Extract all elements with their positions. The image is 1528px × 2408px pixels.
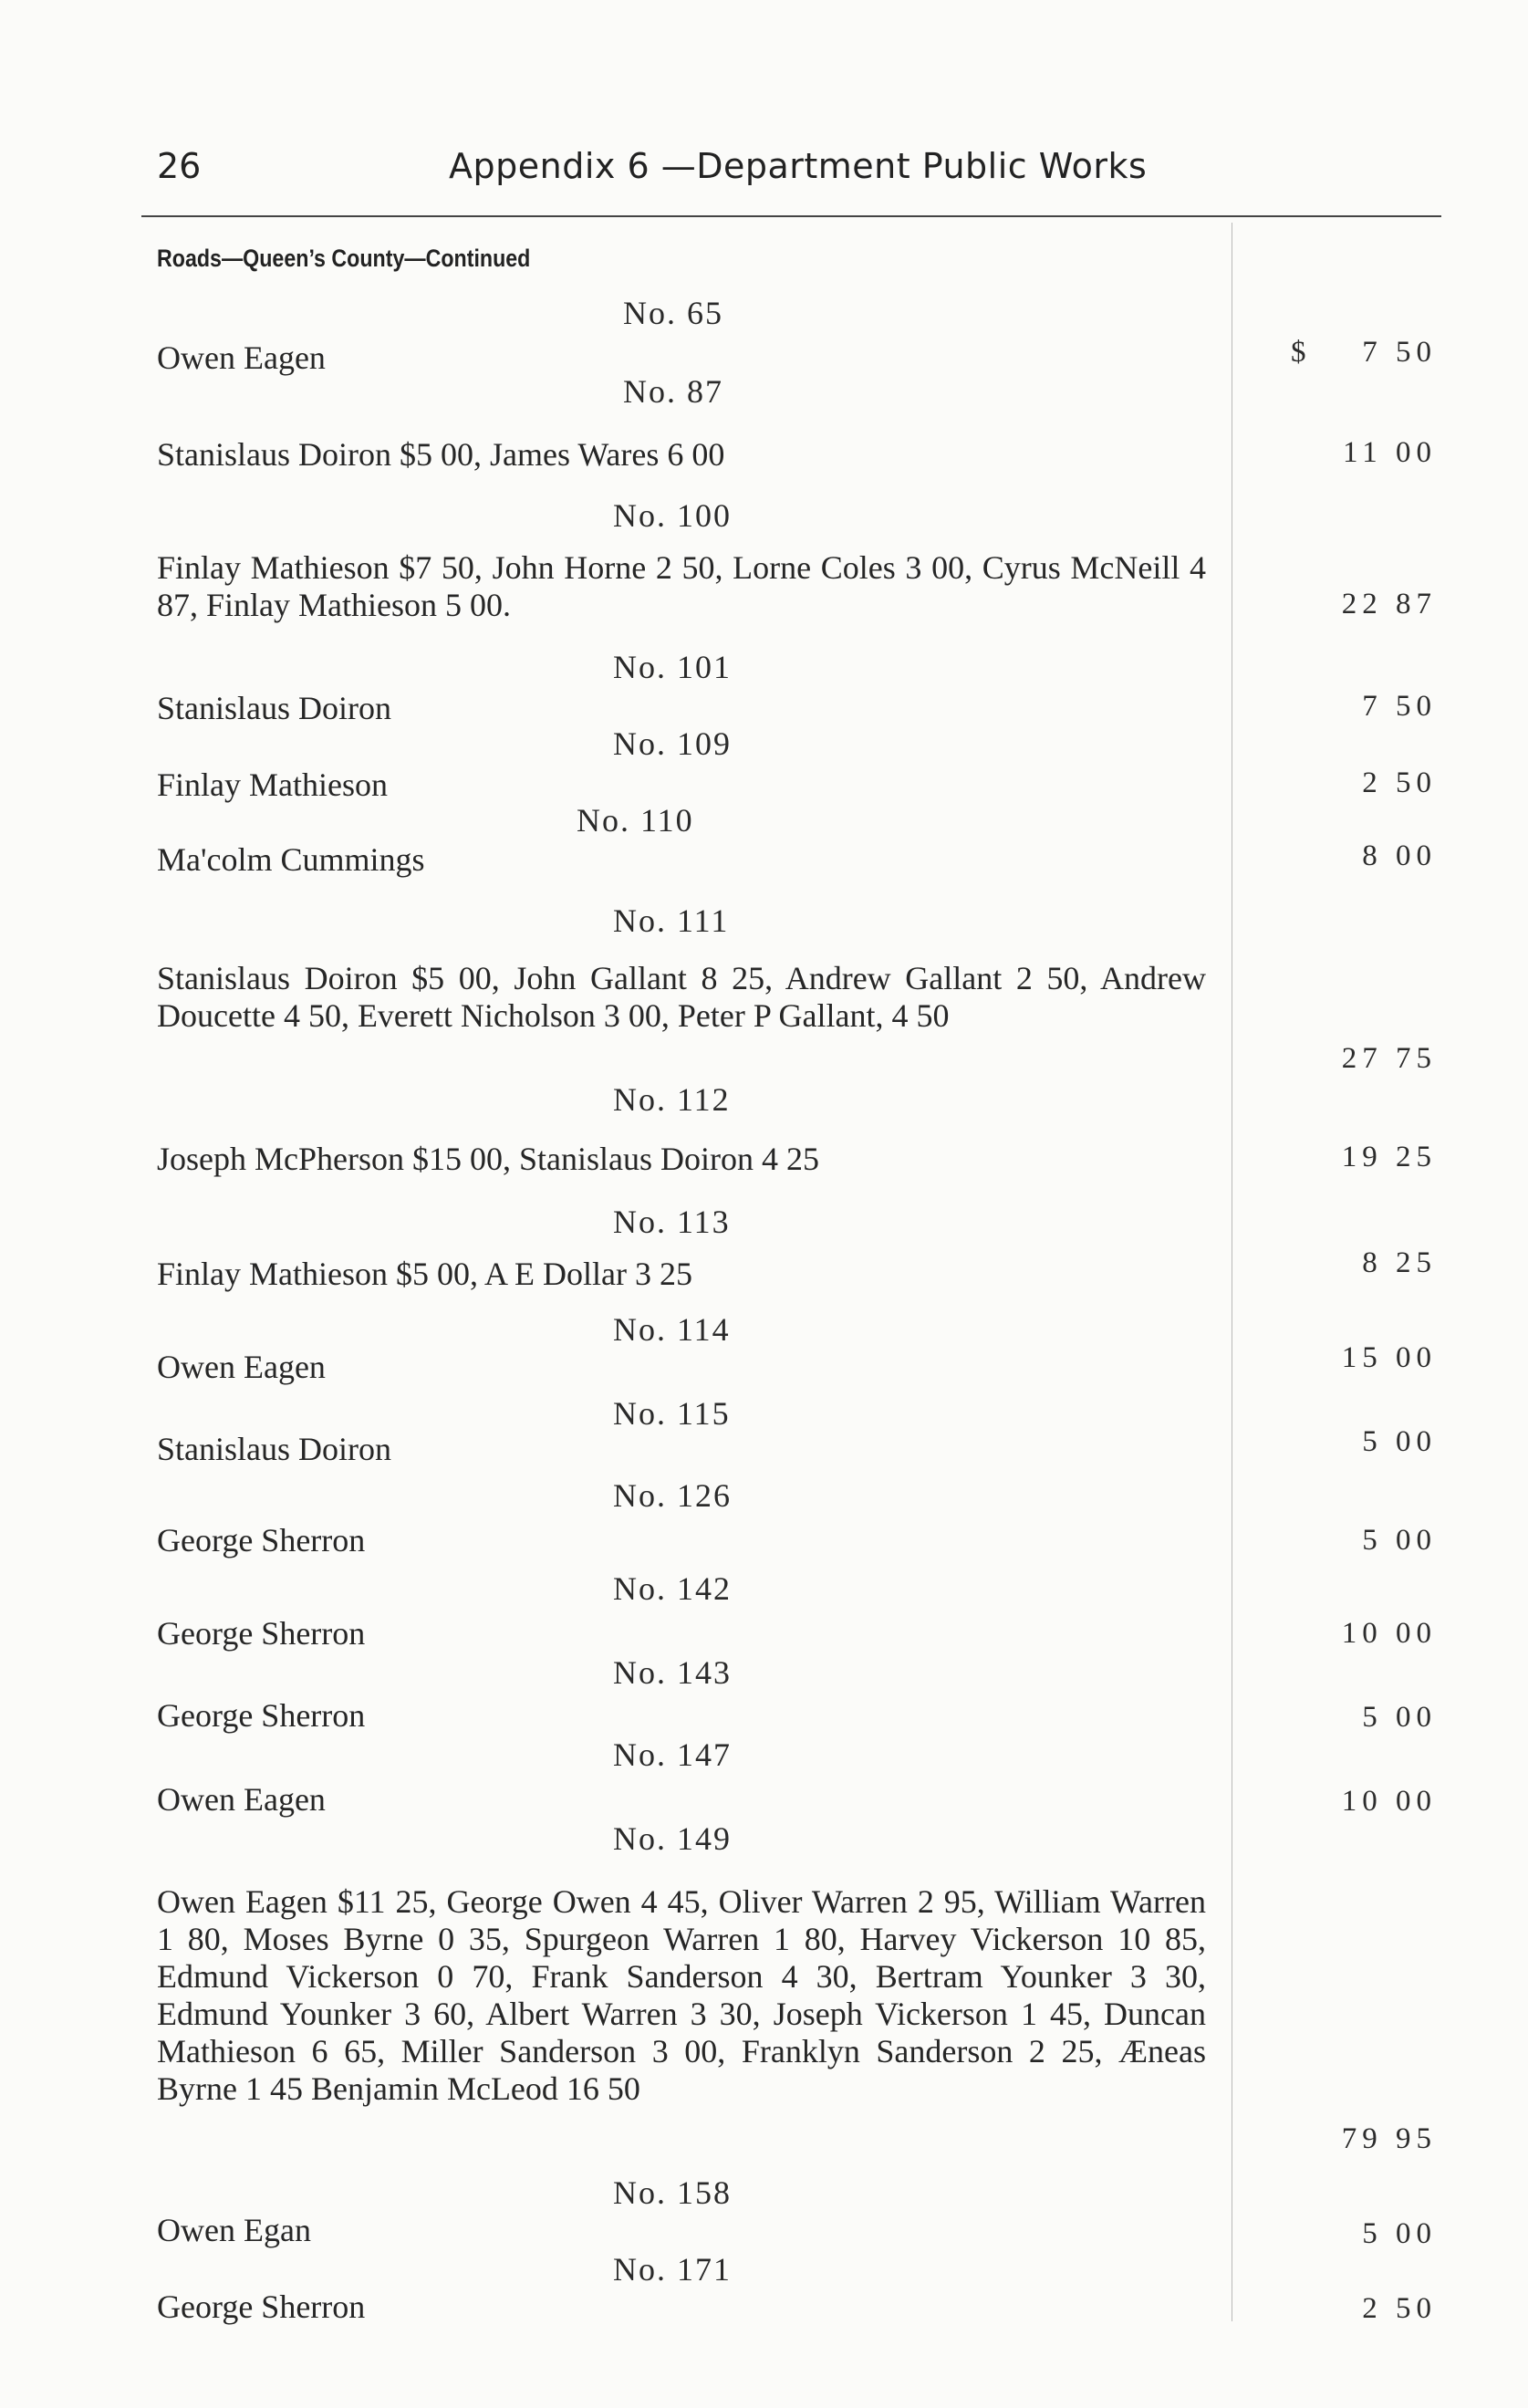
entry-amount: 10 00 xyxy=(1341,1785,1437,1818)
entry-text: Owen Eagen xyxy=(157,339,326,376)
entry-number: No. 111 xyxy=(613,902,730,939)
entry-text: Owen Eagen $11 25, George Owen 4 45, Oliver Warren 2 95, William Warren 1 80, Moses Byrne 0 35, Spurgeon Warren 1 80, Harvey Vickerson 10 85, Edmund Vickerson 0 70, Frank Sanderson 4 30, Bertram Younker 3 30, Edmund Younker 3 60, Albert Warren 3 30, Joseph Vickerson 1 45, Duncan Mathieson 6 65, Miller Sanderson 3 00, Franklyn Sanderson 2 25, Æneas Byrne 1 45 Benjamin McLeod 16 50 xyxy=(157,1883,1206,2107)
entry-number: No. 101 xyxy=(613,649,732,685)
entry-text: Finlay Mathieson $5 00, A E Dollar 3 25 xyxy=(157,1256,692,1292)
entry-text: Finlay Mathieson $7 50, John Horne 2 50, Lorne Coles 3 00, Cyrus McNeill 4 87, Finlay Mathieson 5 00. xyxy=(157,549,1206,623)
entry-number: No. 65 xyxy=(623,295,723,331)
entry-text: George Sherron xyxy=(157,2288,366,2325)
entry-amount: 8 00 xyxy=(1362,839,1437,872)
entry-number: No. 109 xyxy=(613,725,732,762)
entry-text: Stanislaus Doiron xyxy=(157,1431,391,1467)
entry-amount: 7 50 xyxy=(1362,690,1437,723)
entry-number: No. 87 xyxy=(623,373,723,410)
entry-text: George Sherron xyxy=(157,1615,366,1652)
entry-number: No. 143 xyxy=(613,1654,732,1691)
entry-amount: 27 75 xyxy=(1341,1042,1437,1075)
entry-text: Owen Egan xyxy=(157,2212,311,2248)
entry-amount: 5 00 xyxy=(1362,1524,1437,1557)
entry-amount: 10 00 xyxy=(1341,1617,1437,1650)
entry-text: Owen Eagen xyxy=(157,1781,326,1818)
entry-amount: 8 25 xyxy=(1362,1246,1437,1279)
entry-amount: 2 50 xyxy=(1362,766,1437,799)
entry-amount: 79 95 xyxy=(1341,2122,1437,2155)
entry-number: No. 142 xyxy=(613,1570,732,1607)
entry-amount: 22 87 xyxy=(1341,588,1437,620)
entry-amount: 15 00 xyxy=(1341,1341,1437,1374)
entry-number: No. 115 xyxy=(613,1395,731,1432)
entry-amount: 7 50 xyxy=(1362,336,1437,369)
page-title: Appendix 6 —Department Public Works xyxy=(449,146,1148,186)
entry-amount: 5 00 xyxy=(1362,1425,1437,1458)
entry-text: Stanislaus Doiron xyxy=(157,690,391,726)
page-number: 26 xyxy=(157,146,202,186)
entry-text: George Sherron xyxy=(157,1697,366,1734)
entry-number: No. 126 xyxy=(613,1477,732,1514)
entry-text: Stanislaus Doiron $5 00, John Gallant 8 25, Andrew Gallant 2 50, Andrew Doucette 4 50, Everett Nicholson 3 00, Peter P Gallant, 4 50 xyxy=(157,960,1206,1034)
entry-amount: 5 00 xyxy=(1362,2217,1437,2250)
entry-number: No. 147 xyxy=(613,1736,732,1773)
entry-number: No. 112 xyxy=(613,1081,731,1118)
entry-text: Stanislaus Doiron $5 00, James Wares 6 00 xyxy=(157,436,725,473)
entry-text: Owen Eagen xyxy=(157,1349,326,1385)
entry-number: No. 114 xyxy=(613,1311,731,1348)
entry-number: No. 158 xyxy=(613,2174,732,2211)
entry-number: No. 149 xyxy=(613,1820,732,1857)
entry-text: Joseph McPherson $15 00, Stanislaus Doiron 4 25 xyxy=(157,1141,819,1177)
entry-text: Ma'colm Cummings xyxy=(157,841,425,878)
entry-number: No. 113 xyxy=(613,1204,731,1240)
entry-text: George Sherron xyxy=(157,1522,366,1558)
entry-amount: 19 25 xyxy=(1341,1141,1437,1173)
entry-amount: 11 00 xyxy=(1342,436,1437,469)
header-rule xyxy=(141,215,1441,217)
entry-amount: 5 00 xyxy=(1362,1701,1437,1734)
entry-text: Finlay Mathieson xyxy=(157,766,388,803)
entry-number: No. 110 xyxy=(577,802,694,839)
entry-number: No. 171 xyxy=(613,2251,732,2288)
entry-number: No. 100 xyxy=(613,497,732,534)
currency-symbol: $ xyxy=(1291,336,1306,369)
entry-amount: 2 50 xyxy=(1362,2292,1437,2325)
section-heading: Roads—Queen’s County—Continued xyxy=(157,245,531,272)
